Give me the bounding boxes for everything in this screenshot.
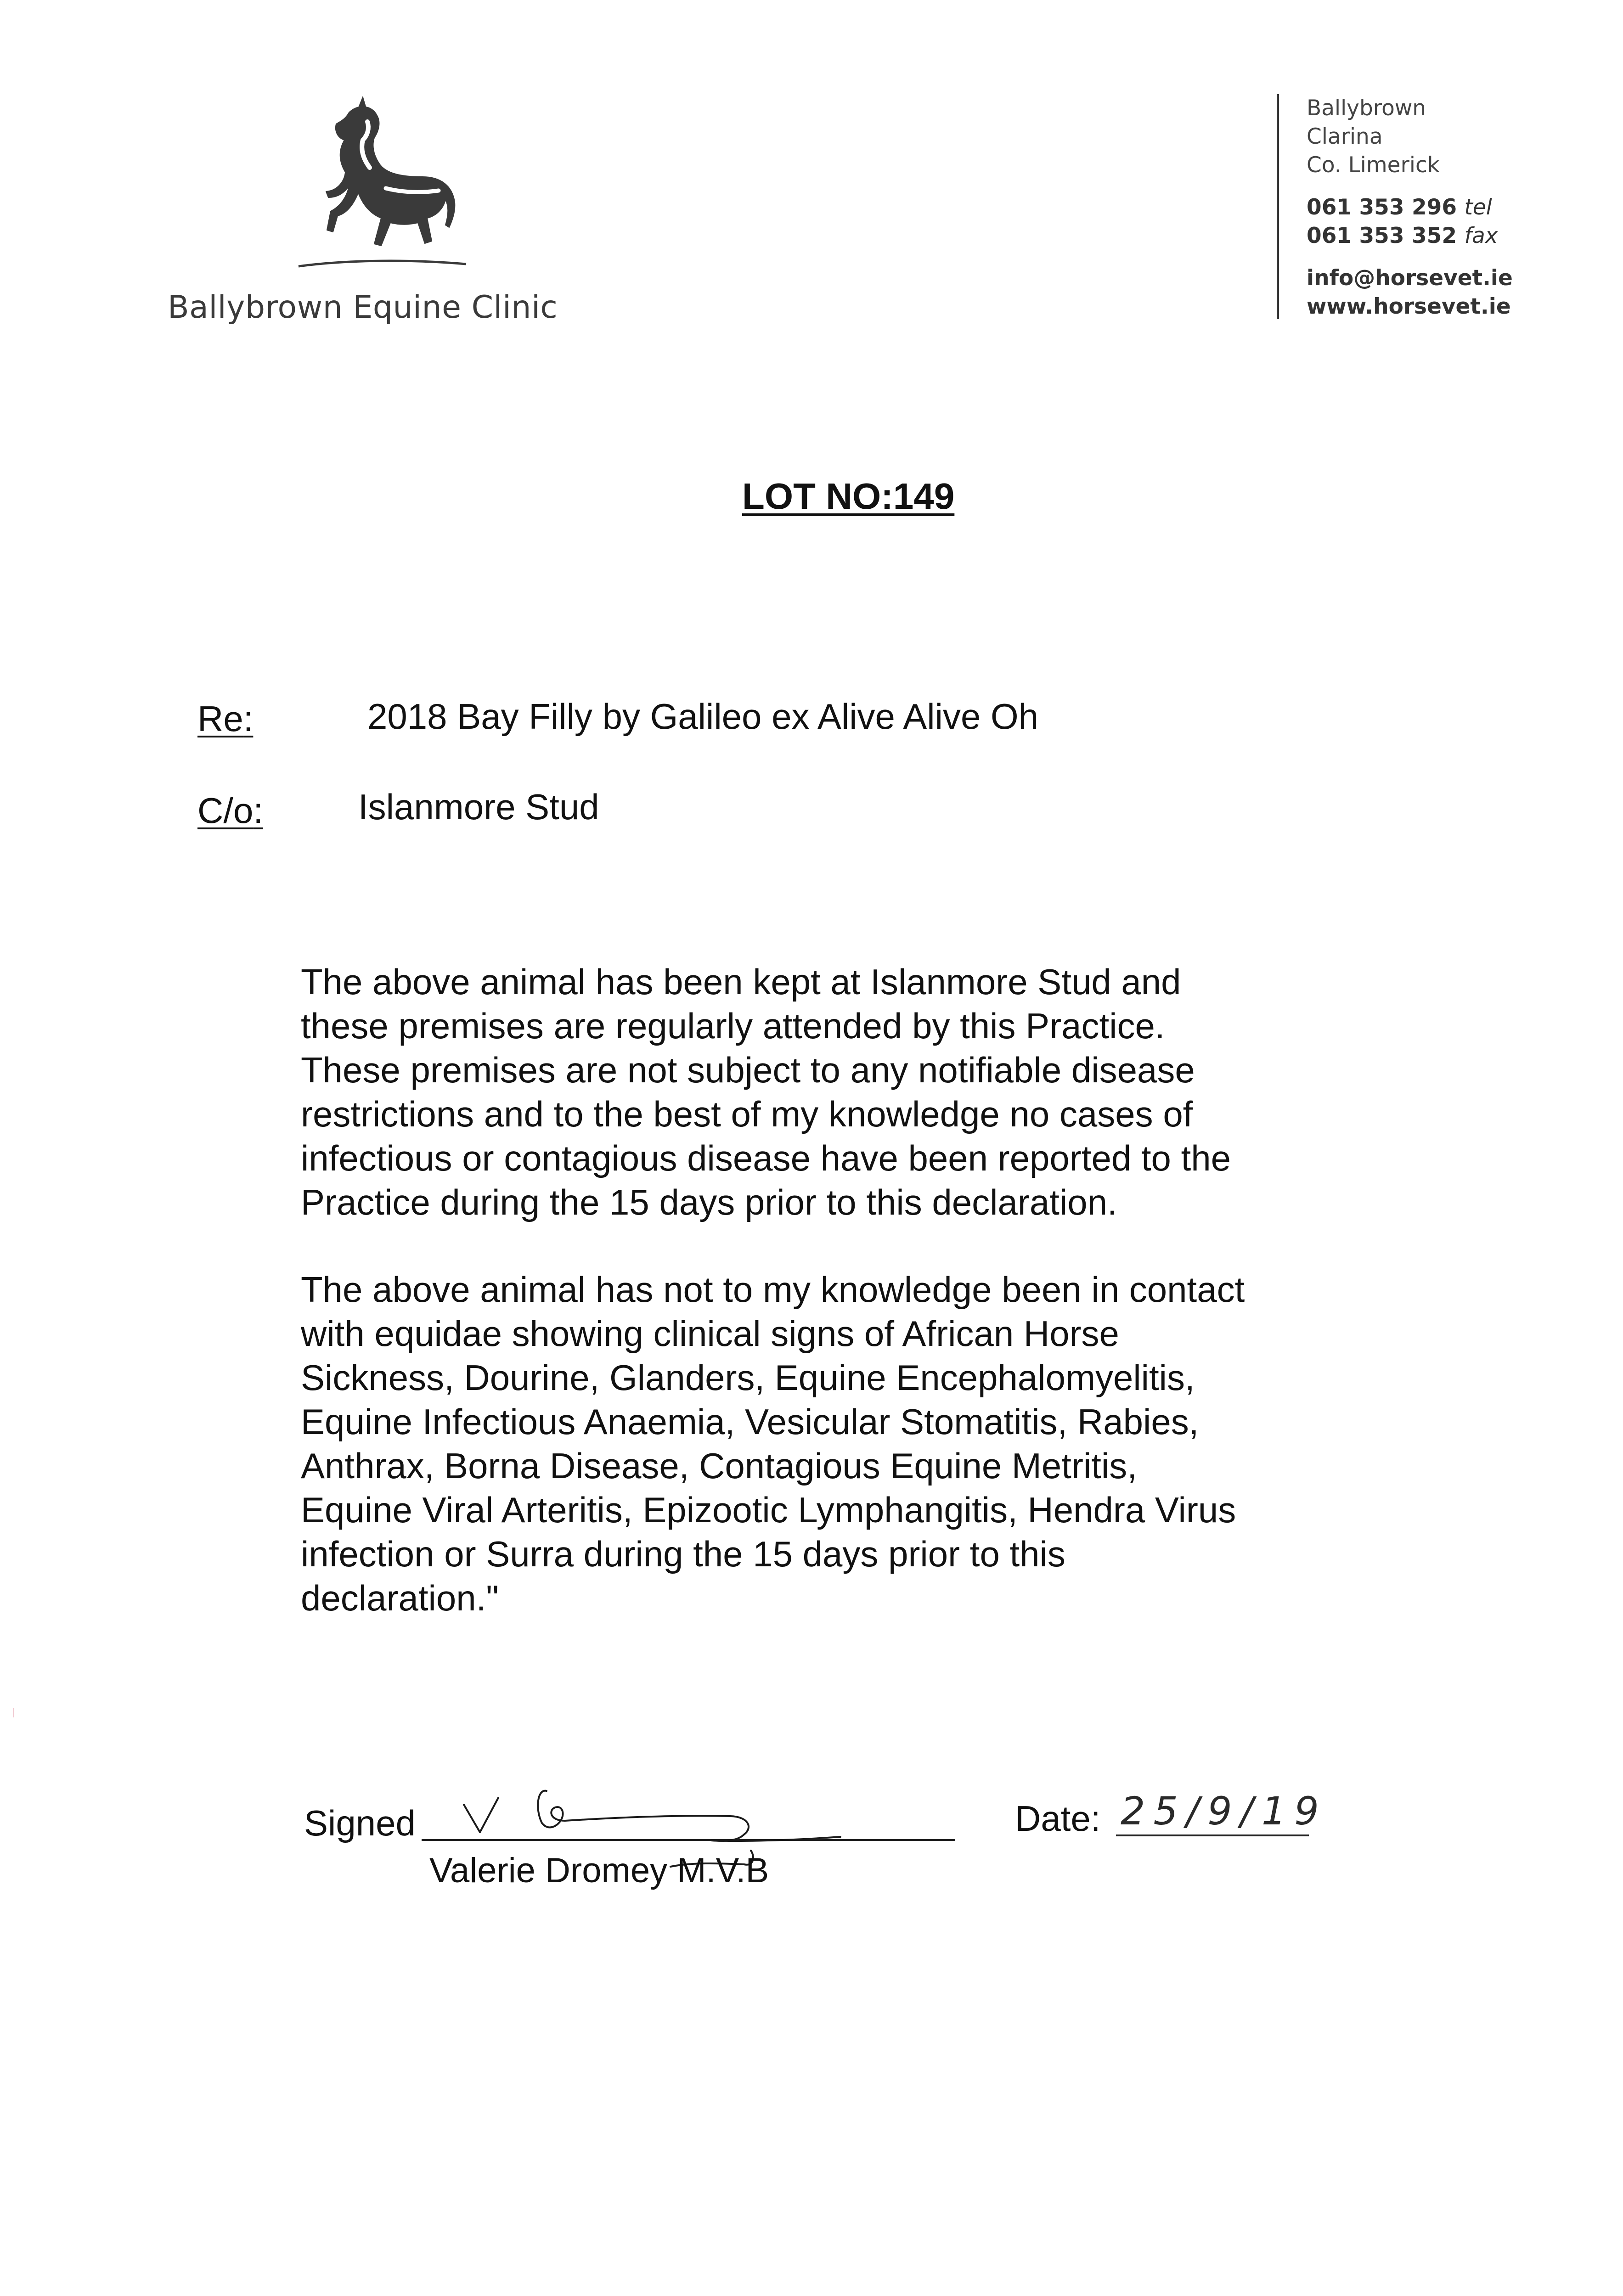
re-label: Re: [197,698,254,739]
date-label: Date: [1015,1798,1101,1839]
signer-name: Valerie Dromey M.V.B [429,1851,769,1890]
lot-number: LOT NO:149 [742,476,955,517]
fax [1307,222,1513,250]
telephone-label: tel [1464,195,1492,220]
paragraph-line: these premises are regularly attended by this Practice. [301,1006,1165,1046]
address-line-3: Co. Limerick [1307,152,1440,178]
paragraph-line: These premises are not subject to any notifiable disease [301,1050,1195,1090]
re-value: 2018 Bay Filly by Galileo ex Alive Alive Oh [367,696,1039,737]
contact-block [1307,94,1513,321]
declaration-paragraph-2 [301,1267,1334,1620]
contact-divider [1277,94,1279,319]
paragraph-line: restrictions and to the best of my knowledge no cases of [301,1094,1193,1134]
declaration-paragraph-1 [301,960,1334,1224]
paragraph-line: Practice during the 15 days prior to this declaration. [301,1182,1117,1222]
address-line-1: Ballybrown [1307,96,1426,121]
telephone-number: 061 353 296 [1307,195,1457,220]
signed-label: Signed [304,1803,416,1843]
address-line-2: Clarina [1307,124,1383,149]
clinic-name: Ballybrown Equine Clinic [168,289,558,326]
handwritten-date: 25/9/19 [1121,1789,1327,1834]
date-line [1116,1835,1309,1836]
paragraph-line: declaration." [301,1578,499,1618]
paragraph-line: infection or Surra during the 15 days prior to this [301,1534,1065,1574]
paragraph-line: Anthrax, Borna Disease, Contagious Equine Metritis, [301,1446,1137,1486]
email-link[interactable]: info@horsevet.ie [1307,265,1513,291]
website-link[interactable]: www.horsevet.ie [1307,294,1511,319]
co-value: Islanmore Stud [358,787,599,827]
paragraph-line: The above animal has been kept at Islanmore Stud and [301,962,1181,1002]
fax-number: 061 353 352 [1307,223,1457,248]
scan-mark [13,1708,14,1717]
paragraph-line: with equidae showing clinical signs of African Horse [301,1313,1119,1354]
telephone [1307,193,1513,222]
co-label: C/o: [197,790,264,831]
paragraph-line: Equine Viral Arteritis, Epizootic Lymphangitis, Hendra Virus [301,1490,1236,1530]
rearing-horse-logo-icon [294,94,468,278]
fax-label: fax [1464,223,1498,248]
paragraph-line: infectious or contagious disease have been reported to the [301,1138,1231,1178]
paragraph-line: Equine Infectious Anaemia, Vesicular Stomatitis, Rabies, [301,1401,1199,1442]
paragraph-line: The above animal has not to my knowledge been in contact [301,1269,1245,1310]
paragraph-line: Sickness, Dourine, Glanders, Equine Encephalomyelitis, [301,1357,1195,1398]
